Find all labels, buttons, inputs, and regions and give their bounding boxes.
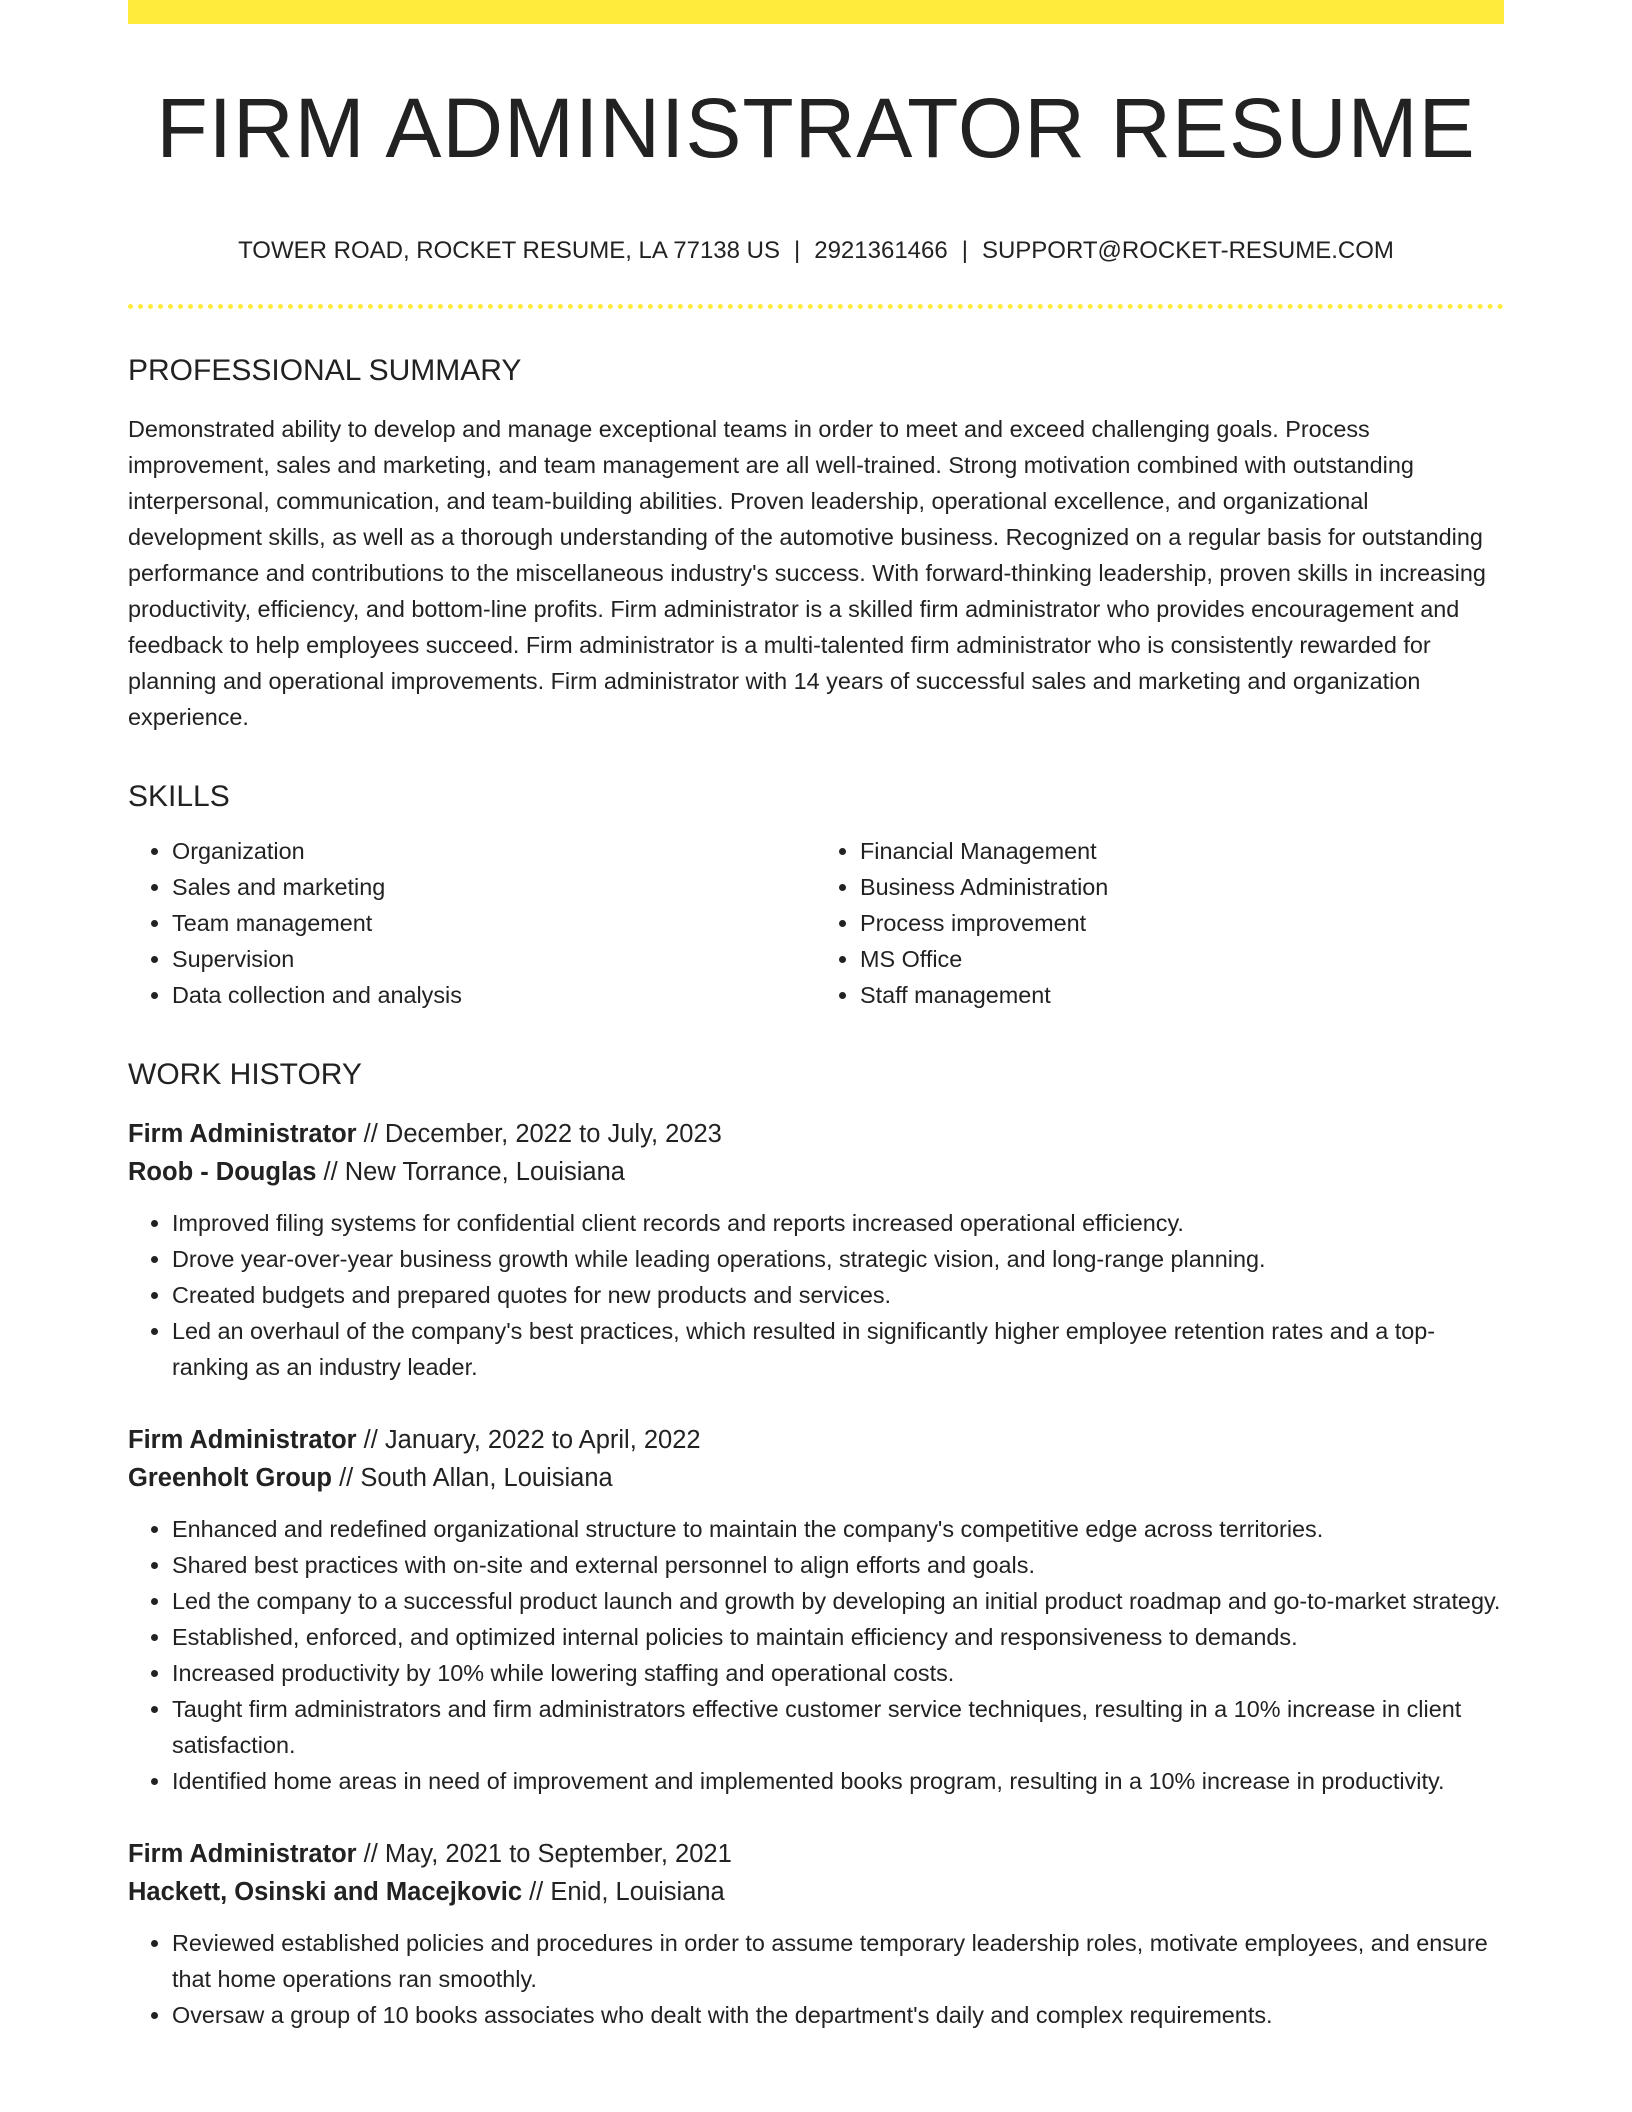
job-bullet: • Led an overhaul of the company's best practices, which resulted in significantly higher employee retention rates and a top-ranking as an industry leader.: [172, 1313, 1504, 1385]
job-bullet: • Enhanced and redefined organizational structure to maintain the company's competitive edge across territories.: [172, 1511, 1504, 1547]
skill-item: • Process improvement: [860, 905, 1504, 941]
job-title: Firm Administrator: [128, 1425, 357, 1454]
job-company-line: [128, 1153, 1504, 1191]
contact-address: TOWER ROAD, ROCKET RESUME, LA 77138 US: [238, 236, 780, 264]
resume-page: [128, 0, 1504, 2033]
job-dates: // May, 2021 to September, 2021: [356, 1839, 732, 1868]
page-title: FIRM ADMINISTRATOR RESUME: [156, 81, 1476, 175]
job-title-line: [128, 1421, 1504, 1459]
job-dates: // January, 2022 to April, 2022: [356, 1425, 701, 1454]
skills-heading: SKILLS: [128, 779, 230, 813]
skill-item: • Staff management: [860, 977, 1504, 1013]
job-entry: [128, 1115, 1504, 1385]
job-title-line: [128, 1835, 1504, 1873]
job-entry: [128, 1421, 1504, 1799]
skills-column-left: [128, 833, 816, 1013]
job-bullet: • Increased productivity by 10% while lowering staffing and operational costs.: [172, 1655, 1504, 1691]
skill-item: • Business Administration: [860, 869, 1504, 905]
job-bullets: [128, 1511, 1504, 1799]
contact-separator: |: [794, 236, 801, 264]
job-bullet: • Improved filing systems for confidential client records and reports increased operational efficiency.: [172, 1205, 1504, 1241]
skills-list: [128, 833, 1504, 1013]
job-company: Hackett, Osinski and Macejkovic: [128, 1877, 523, 1906]
job-bullet: • Oversaw a group of 10 books associates who dealt with the department's daily and complex requirements.: [172, 1997, 1504, 2033]
job-company: Roob - Douglas: [128, 1157, 317, 1186]
job-location: // New Torrance, Louisiana: [316, 1157, 625, 1186]
skill-item: • MS Office: [860, 941, 1504, 977]
job-title: Firm Administrator: [128, 1839, 357, 1868]
contact-email: SUPPORT@ROCKET-RESUME.COM: [981, 236, 1394, 264]
job-bullet: • Drove year-over-year business growth while leading operations, strategic vision, and long-range planning.: [172, 1241, 1504, 1277]
job-location: // Enid, Louisiana: [522, 1877, 725, 1906]
summary-heading: PROFESSIONAL SUMMARY: [128, 353, 522, 387]
job-bullets: [128, 1925, 1504, 2033]
dotted-divider: [128, 304, 1504, 309]
skill-item: • Sales and marketing: [172, 869, 816, 905]
contact-separator: |: [961, 236, 968, 264]
job-company-line: [128, 1873, 1504, 1911]
job-bullet: • Reviewed established policies and procedures in order to assume temporary leadership roles, motivate employees, and ensure that home operations ran smoothly.: [172, 1925, 1504, 1997]
work-history-heading: WORK HISTORY: [128, 1057, 362, 1091]
job-bullet: • Shared best practices with on-site and external personnel to align efforts and goals.: [172, 1547, 1504, 1583]
contact-phone: 2921361466: [814, 236, 948, 264]
job-bullets: [128, 1205, 1504, 1385]
job-company-line: [128, 1459, 1504, 1497]
job-bullet: • Led the company to a successful product launch and growth by developing an initial product roadmap and go-to-market strategy.: [172, 1583, 1504, 1619]
skill-item: • Organization: [172, 833, 816, 869]
job-dates: // December, 2022 to July, 2023: [356, 1119, 722, 1148]
job-title-line: [128, 1115, 1504, 1153]
job-entry: [128, 1835, 1504, 2033]
job-location: // South Allan, Louisiana: [332, 1463, 613, 1492]
job-title: Firm Administrator: [128, 1119, 357, 1148]
skill-item: • Data collection and analysis: [172, 977, 816, 1013]
skills-column-right: [816, 833, 1504, 1013]
contact-line: [128, 235, 1504, 266]
summary-text: Demonstrated ability to develop and manage exceptional teams in order to meet and exceed challenging goals. Process improvement, sales and marketing, and team management are all well-trained. Strong motivation combined with outstanding interpersonal, communication, and team-building abilities. Proven leadership, operational excellence, and organizational development skills, as well as a thorough understanding of the automotive business. Recognized on a regular basis for outstanding performance and contributions to the miscellaneous industry's success. With forward-thinking leadership, proven skills in increasing productivity, efficiency, and bottom-line profits. Firm administrator is a skilled firm administrator who provides encouragement and feedback to help employees succeed. Firm administrator is a multi-talented firm administrator who is consistently rewarded for planning and operational improvements. Firm administrator with 14 years of successful sales and marketing and organization experience.: [128, 415, 1486, 730]
skill-item: • Financial Management: [860, 833, 1504, 869]
job-bullet: • Established, enforced, and optimized internal policies to maintain efficiency and responsiveness to demands.: [172, 1619, 1504, 1655]
top-accent-bar: [128, 0, 1504, 24]
skill-item: • Supervision: [172, 941, 816, 977]
job-bullet: • Created budgets and prepared quotes for new products and services.: [172, 1277, 1504, 1313]
skill-item: • Team management: [172, 905, 816, 941]
job-bullet: • Taught firm administrators and firm administrators effective customer service techniques, resulting in a 10% increase in client satisfaction.: [172, 1691, 1504, 1763]
job-bullet: • Identified home areas in need of improvement and implemented books program, resulting in a 10% increase in productivity.: [172, 1763, 1504, 1799]
job-company: Greenholt Group: [128, 1463, 332, 1492]
